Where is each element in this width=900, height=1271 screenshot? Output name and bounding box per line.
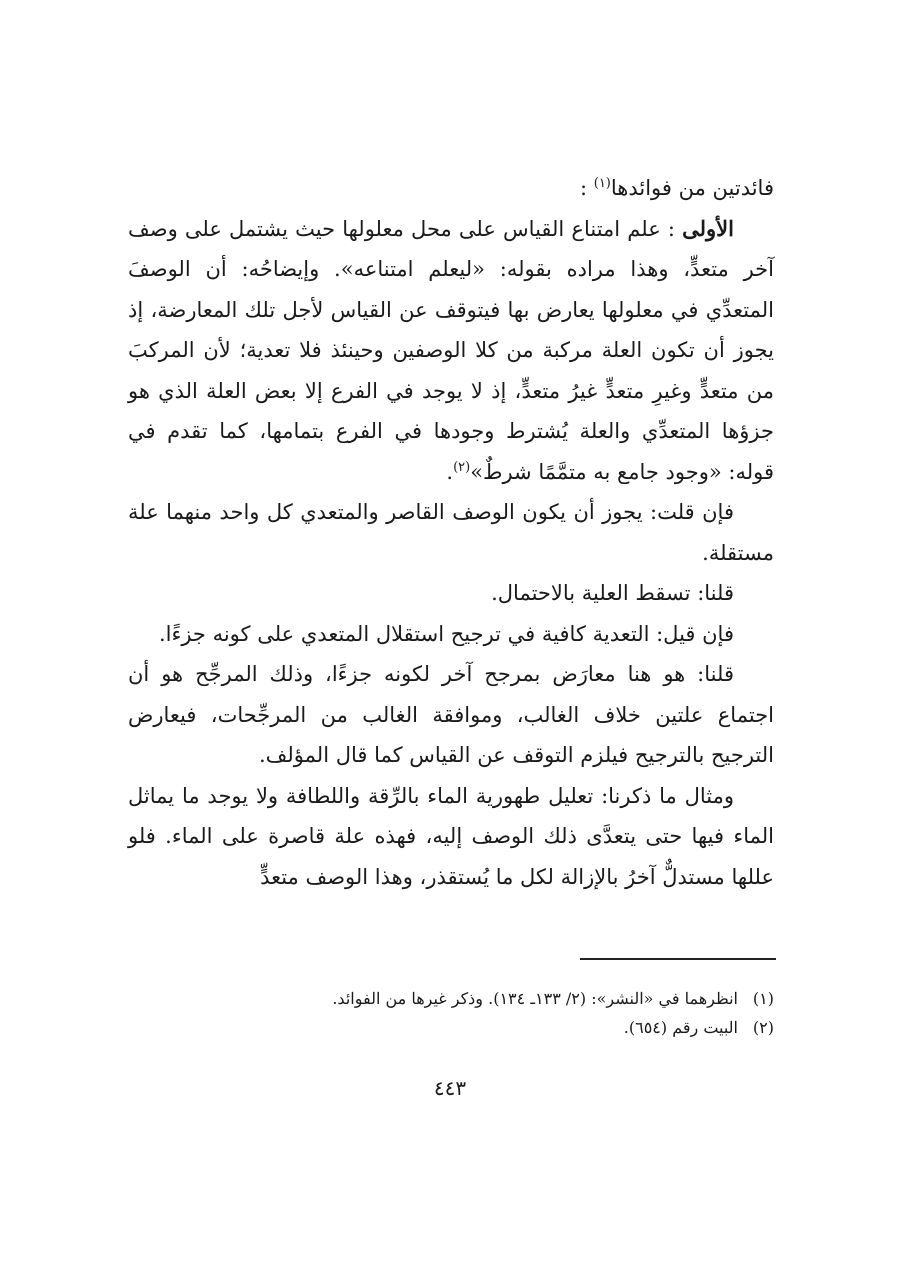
page-number: ٤٤٣ — [433, 1076, 467, 1100]
footnotes — [128, 984, 774, 1042]
footnote-number: (٢) — [752, 1018, 774, 1037]
footnote-ref-1[interactable]: (١) — [593, 176, 611, 191]
footnote-number: (١) — [752, 989, 774, 1008]
paragraph-objection: فإن قلت: يجوز أن يكون الوصف القاصر والمتعدي كل واحد منهما علة مستقلة. — [128, 500, 774, 565]
paragraph-reply: قلنا: تسقط العلية بالاحتمال. — [491, 581, 734, 605]
paragraph-example: ومثال ما ذكرنا: تعليل طهورية الماء بالرِّقة واللطافة ولا يوجد ما يماثل الماء فيها حتى يتعدَّى ذلك الوصف إليه، فهذه علة قاصرة على الماء. فلو عللها مستدلٌّ آخرُ بالإزالة لكل ما يُستقذر، وهذا الوصف متعدٍّ — [128, 783, 774, 889]
paragraph-second-reply: قلنا: هو هنا معارَض بمرجح آخر لكونه جزءًا، وذلك المرجِّح هو أن اجتماع علتين خلاف الغالب، وموافقة الغالب من المرجِّحات، فيعارض الترجيح بالترجيح فيلزم التوقف عن القياس كما قال المؤلف. — [128, 662, 774, 767]
footnote-ref-2[interactable]: (٢) — [453, 459, 471, 475]
footnote-item — [128, 1013, 774, 1042]
first-benefit-label: الأولى — [682, 215, 734, 241]
paragraph-second-objection: فإن قيل: التعدية كافية في ترجيح استقلال المتعدي على كونه جزءًا. — [158, 621, 734, 646]
footnote-text: انظرهما في «النشر»: (٢/ ١٣٣ـ ١٣٤). وذكر غيرها من الفوائد. — [332, 989, 738, 1008]
paragraph-first-benefit: الأولى : علم امتناع القياس على محل معلولها حيث يشتمل على وصف آخر متعدٍّ، وهذا مراده بقوله: «ليعلم امتناعه». وإيضاحُه: أن الوصفَ المتعدِّي في معلولها يعارض بها فيتوقف عن القياس لأجل تلك المعارضة، إذ يجوز أن تكون العلة مركبة من كلا الوصفين وحينئذ فلا تعدية؛ لأن المركبَ من متعدٍّ وغيرِ متعدٍّ غيرُ متعدٍّ، إذ لا يوجد في الفرع إلا بعض العلة الذي هو جزؤها المتعدِّي والعلة يُشترط وجودها في الفرع بتمامها، كما تقدم في قوله: «وجود جامع به متمَّمًا شرطٌ»$^{(٢)}$. — [128, 215, 774, 484]
paragraph-intro: فائدتين من فوائدها$^{(١)}$ : — [579, 176, 774, 200]
footnote-text: البيت رقم (٦٥٤). — [623, 1018, 738, 1037]
footnote-item — [128, 984, 774, 1013]
footnote-divider — [580, 958, 776, 960]
main-text — [128, 168, 774, 897]
